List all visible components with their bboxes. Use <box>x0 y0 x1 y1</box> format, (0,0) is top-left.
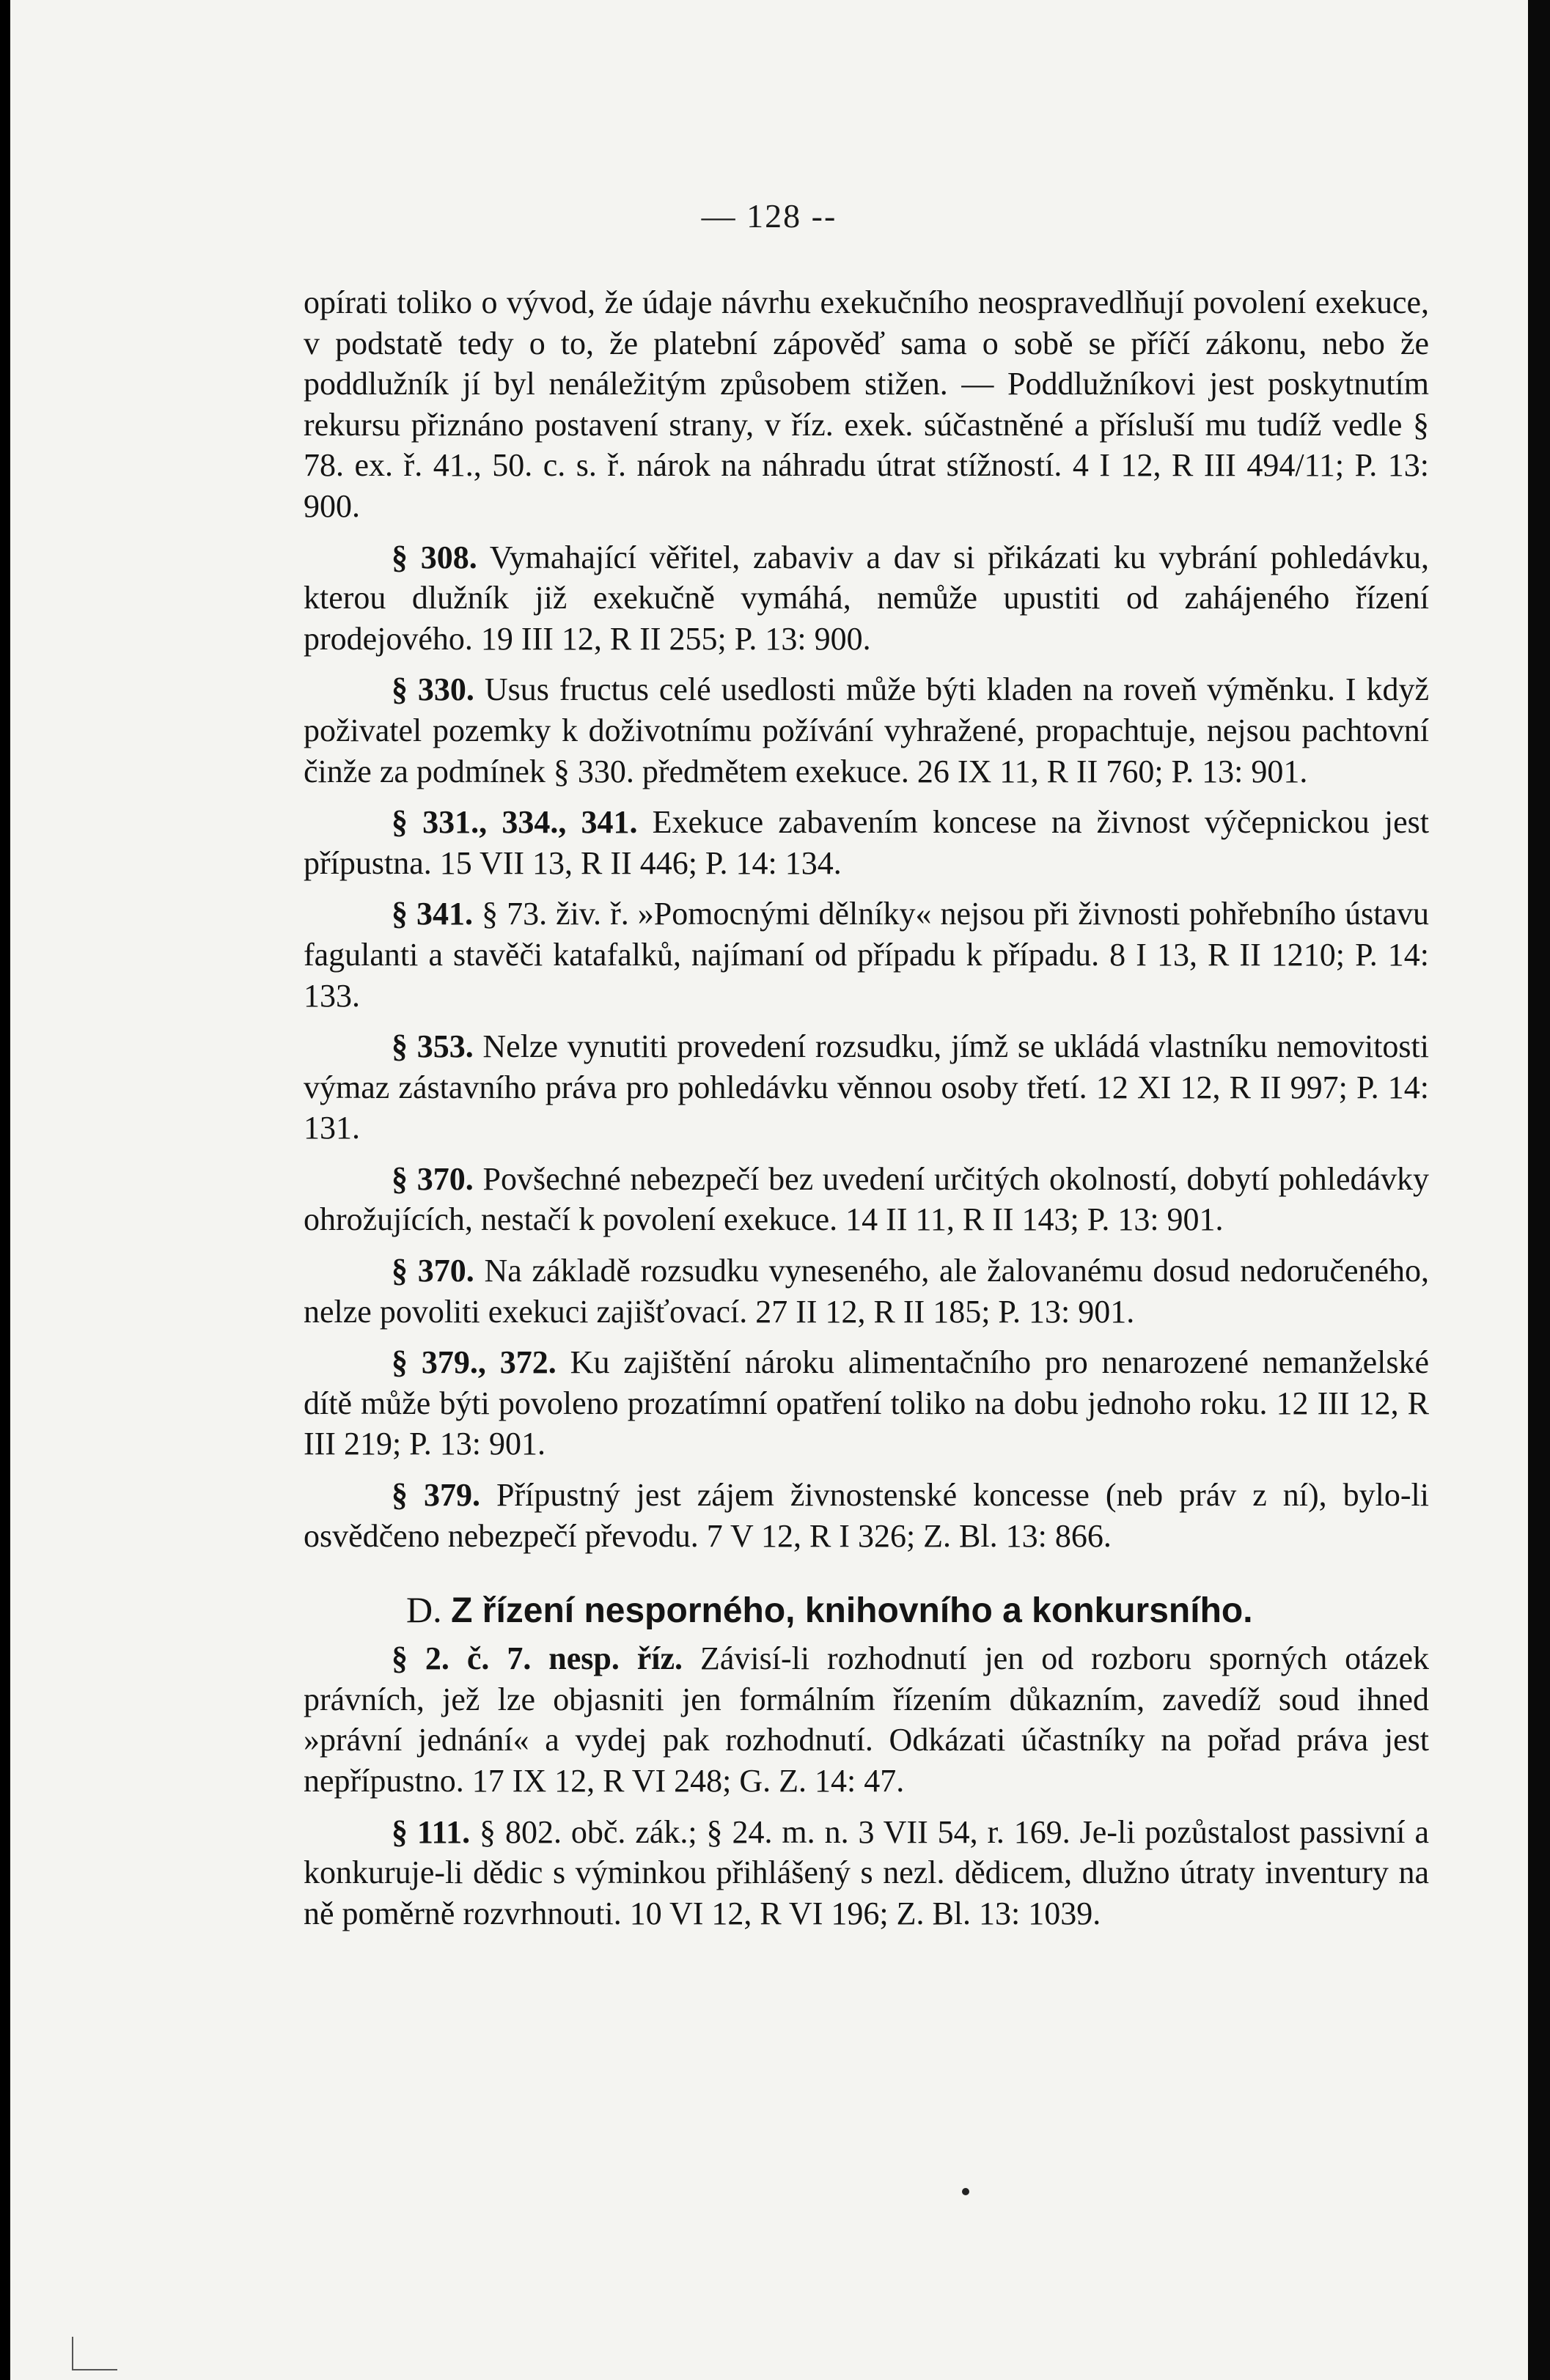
paragraph-370-a <box>304 1159 1429 1240</box>
paragraph-341 <box>304 894 1429 1016</box>
paragraph-text: opírati toliko o vývod, že údaje návrhu exekučního neospravedlňují povolení exekuce, v podstatě tedy o to, že platební zápověď sama o sobě se příčí zákonu, nebo že poddlužník jí byl nenáležitým způsobem stižen. — Poddlužníkovi jest poskytnutím rekursu přiznáno postavení strany, v říz. exek. súčastněné a přísluší mu tudíž vedle § 78. ex. ř. 41., 50. c. s. ř. nárok na náhradu útrat stížností. 4 I 12, R III 494/11; P. 13: 900. <box>304 284 1429 524</box>
paragraph-continuation <box>304 282 1429 527</box>
corner-mark <box>72 2337 117 2370</box>
paragraph-text: Přípustný jest zájem živnostenské koncesse (neb práv z ní), bylo-li osvědčeno nebezpečí převodu. 7 V 12, R I 326; Z. Bl. 13: 866. <box>304 1477 1430 1554</box>
section-reference: § 379. <box>392 1477 480 1514</box>
paragraph-379-b <box>304 1475 1429 1556</box>
paragraph-331 <box>304 802 1429 883</box>
section-reference: § 370. <box>392 1160 474 1197</box>
section-heading <box>304 1587 1429 1634</box>
section-reference: § 111. <box>392 1813 471 1850</box>
paragraph-nesp-111 <box>304 1812 1429 1934</box>
section-reference: § 308. <box>392 539 477 575</box>
section-reference: § 331., 334., 341. <box>392 804 638 841</box>
paragraph-text: Nelze vynutiti provedení rozsudku, jímž se ukládá vlastníku nemovitosti výmaz zástavního práva pro pohledávku věnnou osoby třetí. 12 XI 12, R II 997; P. 14: 131. <box>304 1028 1429 1146</box>
paragraph-text: Vymahající věřitel, zabaviv a dav si přikázati ku vybrání pohledávku, kterou dlužník již exekučně vymáhá, nemůže upustiti od zahájeného řízení prodejového. 19 III 12, R II 255; P. 13: 900. <box>304 539 1430 657</box>
paragraph-text: § 802. obč. zák.; § 24. m. n. 3 VII 54, r. 169. Je-li pozůstalost passivní a konkuruje-li dědic s výminkou přihlášený s nezl. dědicem, dlužno útraty inventury na ně poměrně rozvrhnouti. 10 VI 12, R VI 196; Z. Bl. 13: 1039. <box>304 1813 1429 1931</box>
paragraph-text: Usus fructus celé usedlosti může býti kladen na roveň výměnku. I když poživatel pozemky k doživotnímu požívání vyhražené, propachtuje, nejsou pachtovní činže za podmínek § 330. předmětem exekuce. 26 IX 11, R II 760; P. 13: 901. <box>304 671 1429 789</box>
paragraph-text: Na základě rozsudku vyneseného, ale žalovanému dosud nedoručeného, nelze povoliti exekuci zajišťovací. 27 II 12, R II 185; P. 13: 901. <box>304 1253 1429 1330</box>
section-reference: § 370. <box>392 1253 474 1289</box>
section-reference: § 330. <box>392 671 474 708</box>
paragraph-text: Exekuce zabavením koncese na živnost výčepnickou jest přípustna. 15 VII 13, R II 446; P. 14: 134. <box>304 804 1429 881</box>
paragraph-353 <box>304 1026 1429 1149</box>
paragraph-308 <box>304 537 1429 660</box>
section-letter: D. <box>406 1589 442 1631</box>
paragraph-text: Povšechné nebezpečí bez uvedení určitých okolností, dobytí pohledávky ohrožujících, nestačí k povolení exekuce. 14 II 11, R II 143; P. 13: 901. <box>304 1160 1430 1238</box>
paragraph-nesp-2 <box>304 1638 1429 1801</box>
page-body <box>304 282 1429 1944</box>
page-number: — 128 -- <box>701 197 837 235</box>
paragraph-330 <box>304 669 1429 792</box>
section-reference: § 341. <box>392 896 474 932</box>
paragraph-379-a <box>304 1342 1429 1465</box>
paragraph-370-b <box>304 1250 1429 1332</box>
section-reference: § 2. č. 7. nesp. říz. <box>392 1640 683 1677</box>
scan-border <box>1528 0 1550 2380</box>
section-reference: § 353. <box>392 1028 474 1065</box>
ink-dot <box>962 2188 969 2195</box>
paragraph-text: Závisí-li rozhodnutí jen od rozboru sporných otázek právních, jež lze objasniti jen formálním řízením důkazním, zavedíž soud ihned »právní jednání« a vydej pak rozhodnutí. Odkázati účastníky na pořad práva jest nepřípustno. 17 IX 12, R VI 248; G. Z. 14: 47. <box>304 1640 1429 1799</box>
section-reference: § 379., 372. <box>392 1344 557 1381</box>
section-title: Z řízení nesporného, knihovního a konkursního. <box>451 1591 1253 1631</box>
book-page <box>10 0 1528 2380</box>
paragraph-text: Ku zajištění nároku alimentačního pro nenarozené nemanželské dítě může býti povoleno prozatímní opatření toliko na dobu jednoho roku. 12 III 12, R III 219; P. 13: 901. <box>304 1344 1429 1462</box>
paragraph-text: § 73. živ. ř. »Pomocnými dělníky« nejsou při živnosti pohřebního ústavu fagulanti a stavěči katafalků, najímaní od případu k případu. 8 I 13, R II 1210; P. 14: 133. <box>304 896 1429 1014</box>
